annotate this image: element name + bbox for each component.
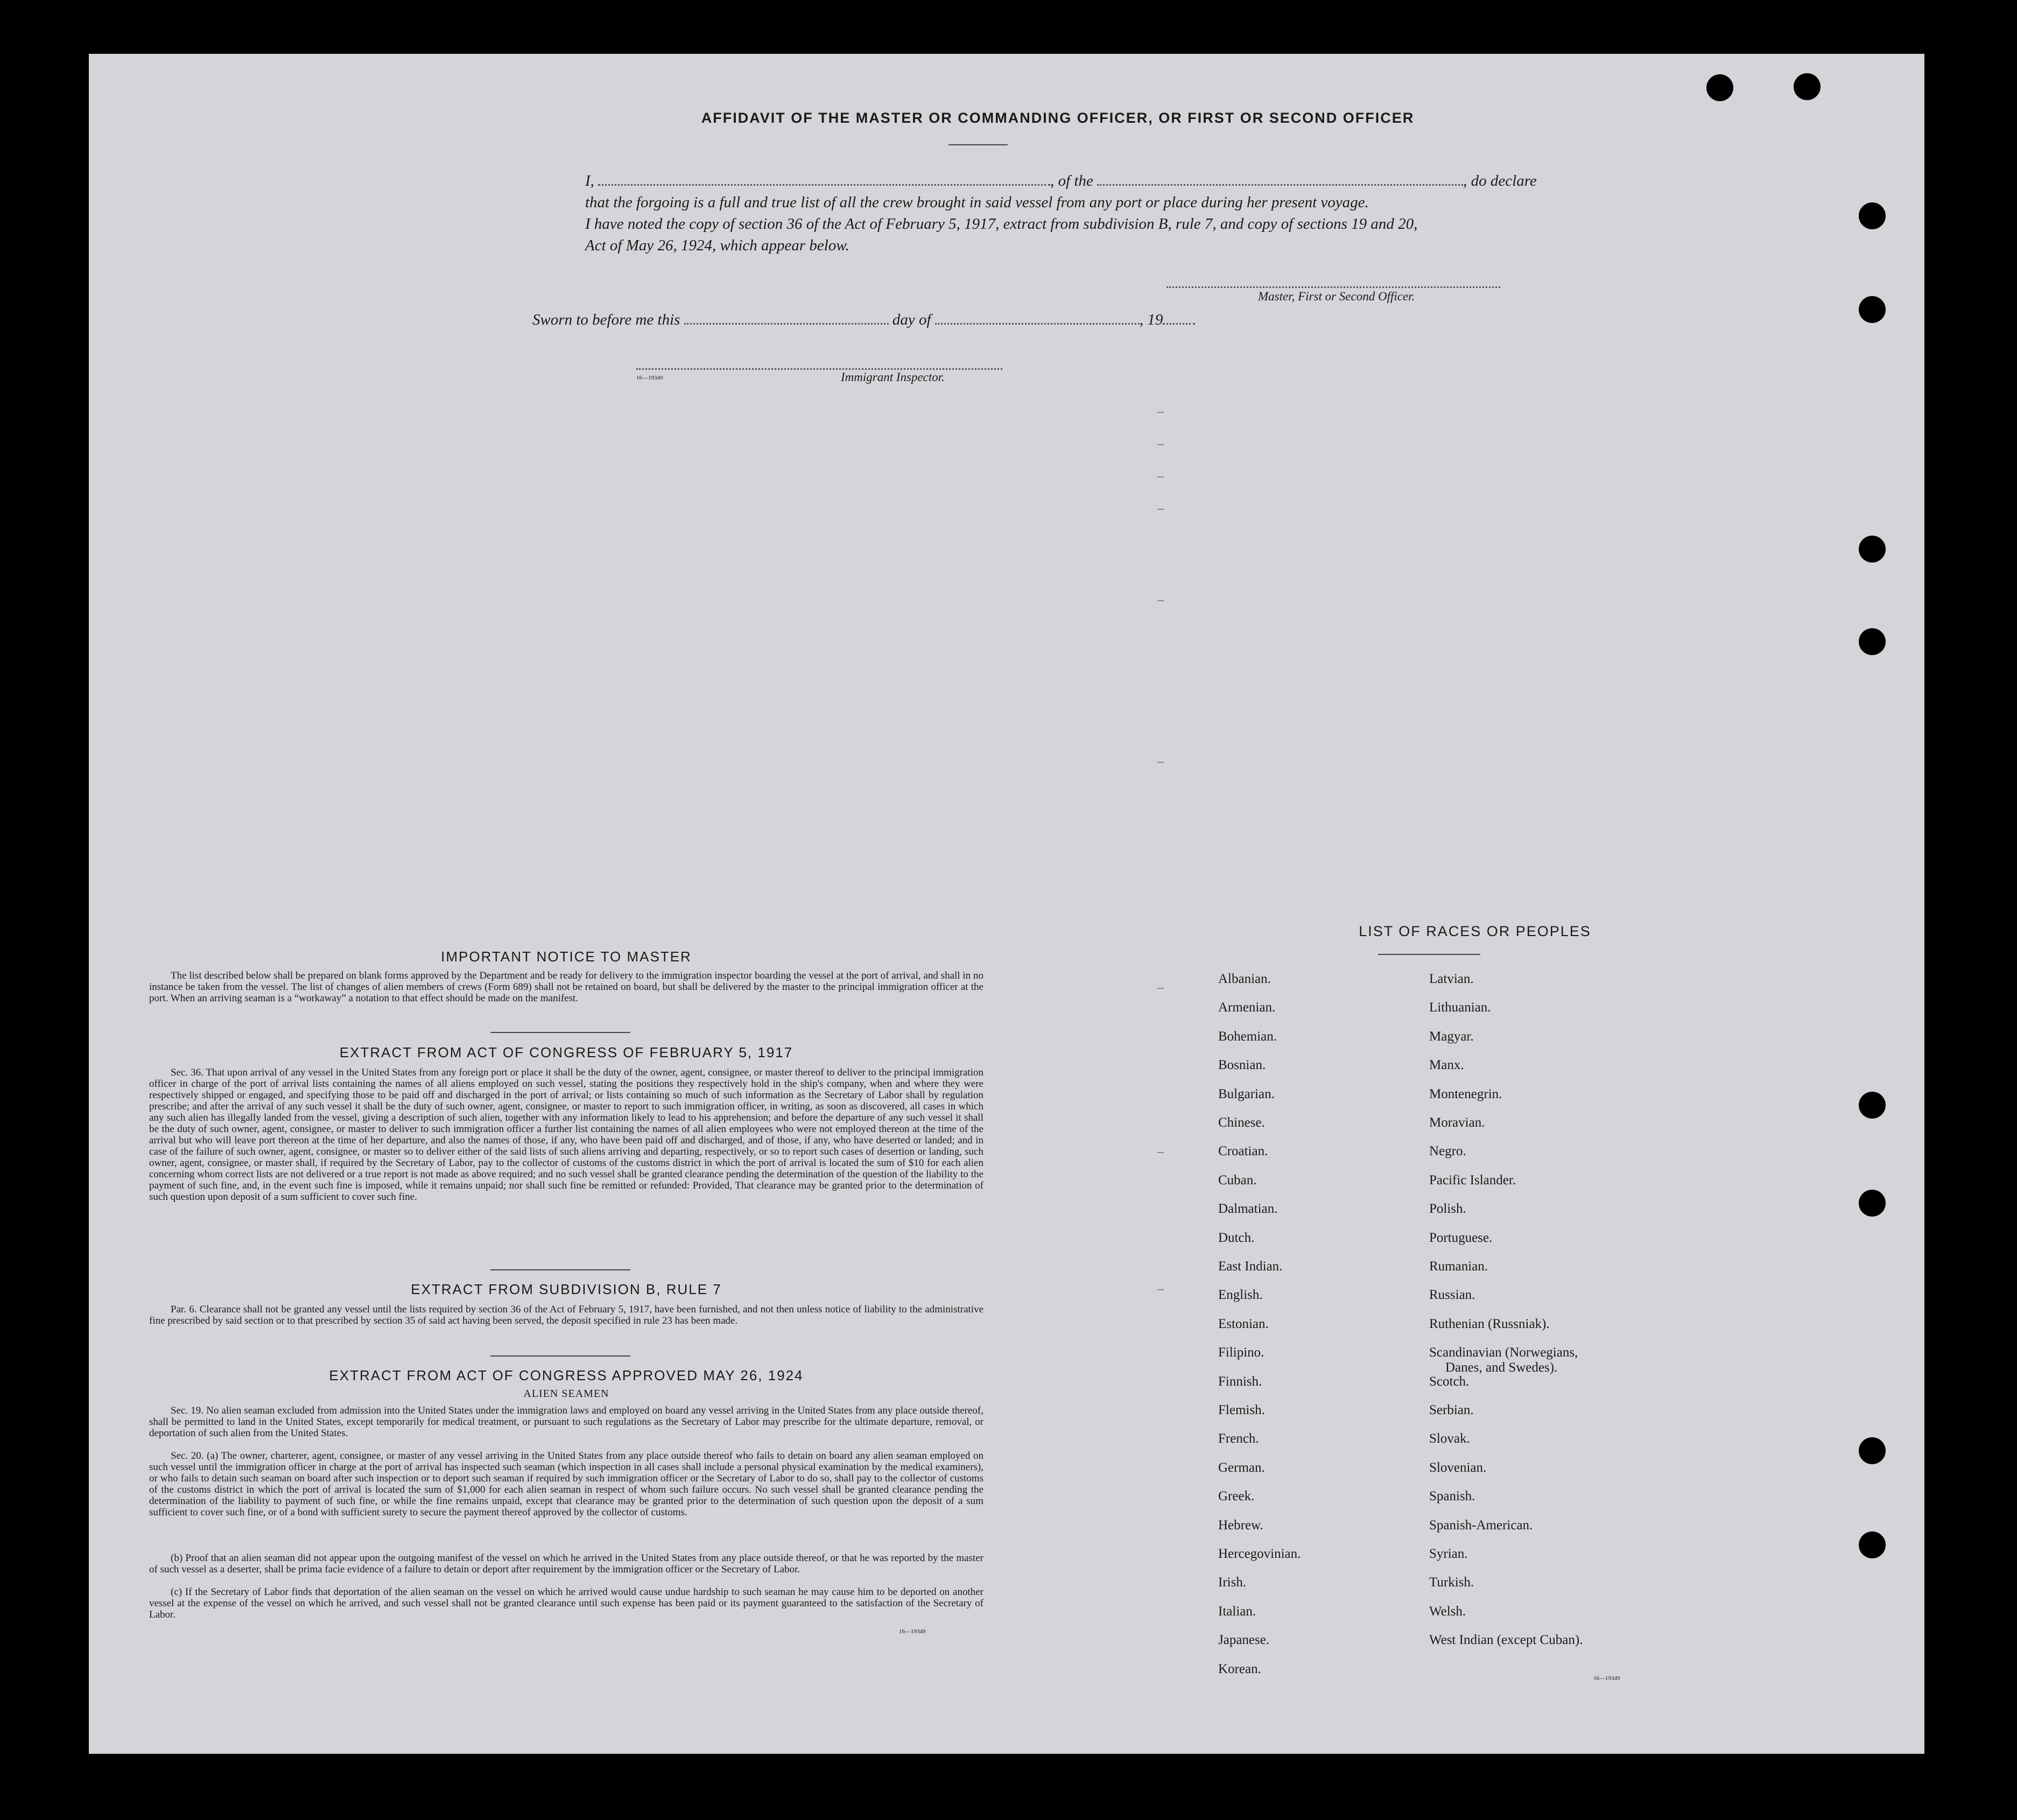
- punch-hole: [1859, 536, 1886, 563]
- affidavit-form-number: 16—19349: [636, 375, 663, 381]
- race-item: Croatian.: [1218, 1144, 1268, 1159]
- affidavit-text-line: Act of May 26, 1924, which appear below.: [585, 237, 849, 254]
- section-rule: [490, 1355, 630, 1357]
- affidavit-i: I,: [585, 172, 594, 189]
- race-item: Magyar.: [1429, 1029, 1474, 1044]
- affidavit-do-declare: , do declare: [1463, 172, 1537, 189]
- race-item: Dutch.: [1218, 1230, 1255, 1245]
- signature-line[interactable]: [1166, 286, 1500, 288]
- column-tick: [1157, 412, 1164, 413]
- column-tick: [1157, 444, 1164, 445]
- extract-1924-sec19: Sec. 19. No alien seaman excluded from admission into the United States under the immigration laws and employed on board any vessel arriving in the United States from any place outside thereof, shall be permitted to land in the United States, except temporarily for medical treatment, or pursuant to such regulations as the Secretary of Labor may prescribe for the ultimate departure, removal, or deportation of such alien from the United States.: [149, 1405, 983, 1439]
- punch-hole: [1859, 1437, 1886, 1464]
- race-item: Greek.: [1218, 1489, 1255, 1504]
- race-item: Irish.: [1218, 1575, 1247, 1590]
- race-item: Lithuanian.: [1429, 1000, 1491, 1015]
- column-tick: [1157, 988, 1164, 989]
- extract-rule7-text: Par. 6. Clearance shall not be granted any vessel until the lists required by section 36 of the Act of February 5, 1917, have been furnished, and not then unless notice of liability to the administrative fine prescribed by said section or to that prescribed by section 35 of said act having been served, the deposit specified in rule 23 has been made.: [149, 1304, 983, 1326]
- race-item: Scotch.: [1429, 1374, 1470, 1389]
- race-item: Bulgarian.: [1218, 1086, 1275, 1101]
- races-title-rule: [1378, 954, 1480, 955]
- race-item: Spanish-American.: [1429, 1517, 1533, 1533]
- race-item: Finnish.: [1218, 1374, 1262, 1389]
- sworn-text: Sworn to before me this: [532, 311, 680, 328]
- race-item: Armenian.: [1218, 1000, 1276, 1015]
- extract-1924-sec20a: Sec. 20. (a) The owner, charterer, agent, consignee, or master of any vessel arriving in the United States from any place outside thereof who fails to detain on board any alien seaman employed on such vessel until the immigration officer in charge at the port of arrival has inspected such seaman (which inspection in all cases shall include a personal physical examination by the medical examiners), or who fails to detain such seaman on board after such inspection or to deport such seaman if required by such immigration officer or the Secretary of Labor to do so, shall pay to the collector of customs of the customs district in which the port of arrival is located the sum of $1,000 for each alien seaman in respect of whom such failure occurs. No such vessel shall be granted clearance pending the determination of the liability to payment of such fine, or while the fine remains unpaid, except that clearance may be granted prior to the determination of such question upon the deposit of a sum sufficient to cover such fine, or of a bond with sufficient surety to secure the payment thereof approved by the collector of customs.: [149, 1450, 983, 1518]
- extract-1917-text: Sec. 36. That upon arrival of any vessel in the United States from any foreign port or place it shall be the duty of the owner, agent, consignee, or master thereof to deliver to the principal immigration officer in charge of the port of arrival lists containing the names of all aliens employed on such vessel, stating the positions they respectively hold in the ship's company, when and where they were respectively shipped or engaged, and specifying those to be paid off and discharged in the port of arrival; or lists containing so much of such information as the Secretary of Labor shall by regulation prescribe; and after the arrival of any such vessel it shall be the duty of such owner, agent, consignee, or master to report to such immigration officer, in writing, as soon as discovered, all cases in which any such alien has illegally landed from the vessel, giving a description of such alien, together with any information likely to lead to his apprehension; and before the departure of any such vessel it shall be the duty of such owner, agent, consignee, or master to deliver to such immigration officer a further list containing the names of all alien employees who were not employed thereon at the time of the arrival but who will leave port thereon at the time of her departure, and also the names of those, if any, who have been paid off and discharged, and of those, if any, who have deserted or landed; and in case of the failure of such owner, agent, consignee, or master so to deliver either of the said lists of such aliens arriving and departing, respectively, or so to report such cases of desertion or landing, such owner, agent, consignee, or master shall, if required by the Secretary of Labor, pay to the collector of customs of the customs district in which the port of arrival is located the sum of $10 for each alien concerning whom correct lists are not delivered or a true report is not made as above required; and no such vessel shall be granted clearance pending the determination of the question of the liability to the payment of such fine, and, in the event such fine is imposed, while it remains unpaid; nor shall such fine be remitted or refunded: Provided, That clearance may be granted prior to the determination of such question upon deposit of a sum sufficient to cover such fine.: [149, 1067, 983, 1203]
- race-item: Albanian.: [1218, 972, 1271, 986]
- extract-1924-sec20c: (c) If the Secretary of Labor finds that deportation of the alien seaman on the vessel on which he arrived would cause undue hardship to such seaman he may cause him to be deported on another vessel at the expense of the vessel on which he arrived, and such vessel shall not be granted clearance until such expense has been paid or its payment guaranteed to the satisfaction of the Secretary of Labor.: [149, 1586, 983, 1620]
- race-item: Cuban.: [1218, 1172, 1257, 1187]
- extract-rule7-title: EXTRACT FROM SUBDIVISION B, RULE 7: [411, 1281, 722, 1297]
- race-item: Syrian.: [1429, 1547, 1468, 1561]
- extract-1917-title: EXTRACT FROM ACT OF CONGRESS OF FEBRUARY 5, 1917: [339, 1044, 793, 1060]
- vessel-field[interactable]: [1097, 184, 1463, 186]
- column-tick: [1157, 1152, 1164, 1153]
- punch-hole: [1859, 202, 1886, 229]
- race-item: Spanish.: [1429, 1489, 1475, 1504]
- race-item: West Indian (except Cuban).: [1429, 1633, 1583, 1648]
- notice-text: The list described below shall be prepared on blank forms approved by the Department and be ready for delivery to the immigration inspector boarding the vessel at the port of arrival, and shall in no instance be taken from the vessel. The list of changes of alien members of crews (Form 689) shall not be retained on board, but shall be delivered by the master to the principal immigration officer at the port. When an arriving seaman is a “workaway” a notation to that effect should be made on the manifest.: [149, 970, 983, 1004]
- race-item: Scandinavian (Norwegians,: [1429, 1345, 1578, 1360]
- race-item: Estonian.: [1218, 1316, 1269, 1331]
- race-item: Bohemian.: [1218, 1029, 1277, 1044]
- race-item: Filipino.: [1218, 1345, 1264, 1360]
- punch-hole: [1859, 296, 1886, 323]
- inspector-signature-line[interactable]: [636, 368, 1002, 370]
- sworn-day-field[interactable]: [684, 323, 889, 325]
- race-item: Latvian.: [1429, 972, 1474, 986]
- race-item: Negro.: [1429, 1144, 1466, 1159]
- notice-title: IMPORTANT NOTICE TO MASTER: [441, 948, 692, 965]
- sworn-line: [532, 311, 1195, 329]
- extract-form-number: 16—19349: [899, 1628, 926, 1635]
- punch-hole: [1859, 1092, 1886, 1119]
- affidavit-declaration-line: [585, 172, 1537, 190]
- race-item: Montenegrin.: [1429, 1086, 1502, 1101]
- affidavit-of-the: , of the: [1050, 172, 1093, 189]
- race-item: Turkish.: [1429, 1575, 1474, 1590]
- column-tick: [1157, 762, 1164, 763]
- race-item: Serbian.: [1429, 1403, 1474, 1417]
- sworn-day-of: day of: [892, 311, 931, 328]
- inspector-caption: Immigrant Inspector.: [841, 370, 945, 384]
- extract-1924-title: EXTRACT FROM ACT OF CONGRESS APPROVED MAY 26, 1924: [329, 1367, 804, 1383]
- race-item: Pacific Islander.: [1429, 1172, 1516, 1187]
- punch-hole: [1706, 74, 1733, 101]
- race-item: Hercegovinian.: [1218, 1547, 1301, 1561]
- race-item: Portuguese.: [1429, 1230, 1493, 1245]
- race-item: Italian.: [1218, 1604, 1256, 1619]
- race-item: Dalmatian.: [1218, 1201, 1278, 1217]
- section-rule: [490, 1269, 630, 1270]
- races-title: LIST OF RACES OR PEOPLES: [1359, 923, 1591, 939]
- signature-caption: Master, First or Second Officer.: [1258, 290, 1415, 303]
- race-item: Slovenian.: [1429, 1460, 1487, 1475]
- race-item: Polish.: [1429, 1201, 1466, 1217]
- sworn-month-field[interactable]: [935, 323, 1140, 325]
- affidavit-text-line: that the forgoing is a full and true list of all the crew brought in said vessel from any port or place during her present voyage.: [585, 194, 1369, 211]
- affidavit-title: AFFIDAVIT OF THE MASTER OR COMMANDING OFFICER, OR FIRST OR SECOND OFFICER: [701, 110, 1415, 126]
- column-tick: [1157, 509, 1164, 510]
- race-item: Chinese.: [1218, 1115, 1265, 1130]
- race-item: French.: [1218, 1431, 1259, 1446]
- sworn-year: , 19: [1139, 311, 1163, 328]
- extract-1924-subtitle: ALIEN SEAMEN: [523, 1388, 609, 1400]
- race-item: German.: [1218, 1460, 1265, 1475]
- race-item: Russian.: [1429, 1288, 1475, 1303]
- race-item: Slovak.: [1429, 1431, 1470, 1446]
- race-item: Rumanian.: [1429, 1259, 1488, 1274]
- race-item: Bosnian.: [1218, 1058, 1266, 1073]
- section-rule: [490, 1032, 630, 1033]
- races-form-number: 16—19349: [1593, 1675, 1620, 1682]
- punch-hole: [1859, 1190, 1886, 1217]
- race-item: Danes, and Swedes).: [1445, 1360, 1558, 1375]
- race-item: Japanese.: [1218, 1633, 1270, 1648]
- column-tick: [1157, 476, 1164, 477]
- punch-hole: [1859, 1531, 1886, 1558]
- affidavit-text-line: I have noted the copy of section 36 of the Act of February 5, 1917, extract from subdivision B, rule 7, and copy of sections 19 and 20,: [585, 215, 1418, 233]
- race-item: Hebrew.: [1218, 1517, 1263, 1533]
- name-field[interactable]: [598, 184, 1050, 186]
- punch-hole: [1859, 628, 1886, 655]
- punch-hole: [1794, 73, 1821, 100]
- column-tick: [1157, 600, 1164, 601]
- race-item: Ruthenian (Russniak).: [1429, 1316, 1550, 1331]
- race-item: East Indian.: [1218, 1259, 1283, 1274]
- sworn-year-field[interactable]: [1163, 323, 1195, 325]
- title-rule: [948, 144, 1008, 145]
- race-item: English.: [1218, 1288, 1263, 1303]
- race-item: Moravian.: [1429, 1115, 1485, 1130]
- extract-1924-sec20b: (b) Proof that an alien seaman did not appear upon the outgoing manifest of the vessel on which he arrived in the United States from any place outside thereof, or that he was reported by the master of such vessel as a deserter, shall be prima facie evidence of a failure to detain or deport after requirement by the immigration officer or the Secretary of Labor.: [149, 1552, 983, 1575]
- race-item: Flemish.: [1218, 1403, 1265, 1417]
- race-item: Welsh.: [1429, 1604, 1466, 1619]
- race-item: Korean.: [1218, 1661, 1261, 1676]
- form-sheet: [89, 54, 1924, 1754]
- race-item: Manx.: [1429, 1058, 1464, 1073]
- column-tick: [1157, 1289, 1164, 1290]
